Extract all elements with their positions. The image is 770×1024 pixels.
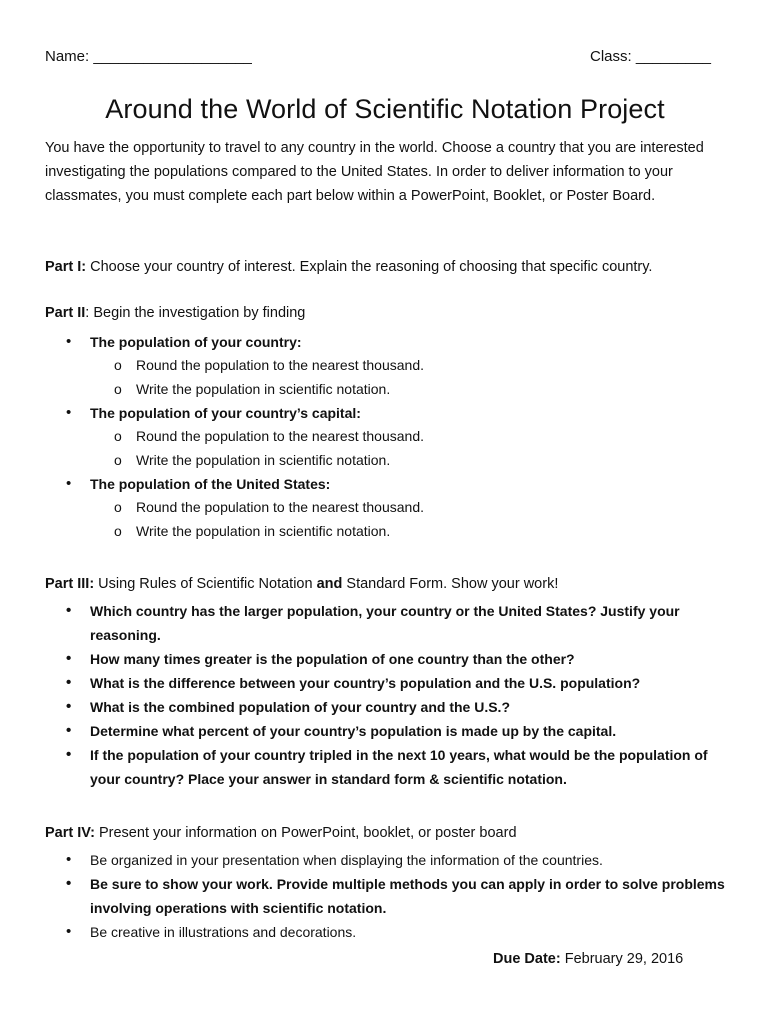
part-2-text: : Begin the investigation by finding (85, 305, 306, 321)
part-2-list (0, 330, 730, 543)
list-item (0, 472, 730, 543)
list-item (0, 330, 730, 401)
list-item: • Which country has the larger population, your country or the United States? Justify your reasoning. (0, 599, 730, 647)
list-item (0, 401, 730, 472)
part-1-text: Choose your country of interest. Explain the reasoning of choosing that specific country. (86, 259, 653, 275)
class-field-label: Class: _________ (590, 48, 711, 65)
sub-list (90, 354, 730, 401)
part-4-paragraph (45, 821, 735, 845)
list-item: • Determine what percent of your country’s population is made up by the capital. (0, 719, 730, 743)
part-4-list (0, 848, 730, 944)
part-4-text: Present your information on PowerPoint, booklet, or poster board (94, 825, 517, 841)
part-3-text-bold: and (316, 576, 343, 592)
sub-list-item: o Round the population to the nearest thousand. (90, 425, 730, 449)
list-item: • Be organized in your presentation when displaying the information of the countries. (0, 848, 730, 872)
list-item: • Be creative in illustrations and decorations. (0, 920, 730, 944)
part-2-item-heading: The population of your country: (90, 334, 302, 350)
part-3-text-a: Using Rules of Scientific Notation (94, 576, 317, 592)
part-4-label: Part IV: (45, 825, 95, 841)
list-item: • How many times greater is the population of one country than the other? (0, 647, 730, 671)
part-1-paragraph (45, 255, 735, 279)
list-item: • What is the combined population of your country and the U.S.? (0, 695, 730, 719)
part-2-label: Part II (45, 305, 86, 321)
part-2-item-heading: The population of your country’s capital: (90, 405, 361, 421)
due-date-label: Due Date: (493, 951, 561, 967)
due-date (493, 951, 683, 967)
sub-list (90, 496, 730, 543)
part-3-text-b: Standard Form. Show your work! (342, 576, 559, 592)
sub-list-item: o Round the population to the nearest thousand. (90, 496, 730, 520)
sub-list-item: o Round the population to the nearest thousand. (90, 354, 730, 378)
sub-list (90, 425, 730, 472)
sub-list-item: o Write the population in scientific notation. (90, 449, 730, 473)
part-2-item-heading: The population of the United States: (90, 476, 331, 492)
page-title: Around the World of Scientific Notation Project (105, 94, 665, 124)
part-3-label: Part III: (45, 576, 95, 592)
list-item: • What is the difference between your country’s population and the U.S. population? (0, 671, 730, 695)
sub-list-item: o Write the population in scientific notation. (90, 378, 730, 402)
name-field-label: Name: ___________________ (45, 48, 252, 65)
part-2-paragraph (45, 301, 735, 325)
due-date-value: February 29, 2016 (560, 951, 684, 967)
part-1-label: Part I: (45, 259, 87, 275)
part-3-paragraph (45, 572, 735, 596)
intro-paragraph: You have the opportunity to travel to any country in the world. Choose a country that you are interested investigating the populations compared to the United States. In order to deliver information to your classmates, you must complete each part below within a PowerPoint, Booklet, or Poster Board. (45, 140, 704, 204)
list-item: • If the population of your country tripled in the next 10 years, what would be the population of your country? Place your answer in standard form & scientific notation. (0, 743, 730, 791)
sub-list-item: o Write the population in scientific notation. (90, 520, 730, 544)
part-3-question-list (0, 599, 730, 791)
list-item: • Be sure to show your work. Provide multiple methods you can apply in order to solve problems involving operations with scientific notation. (0, 872, 730, 920)
